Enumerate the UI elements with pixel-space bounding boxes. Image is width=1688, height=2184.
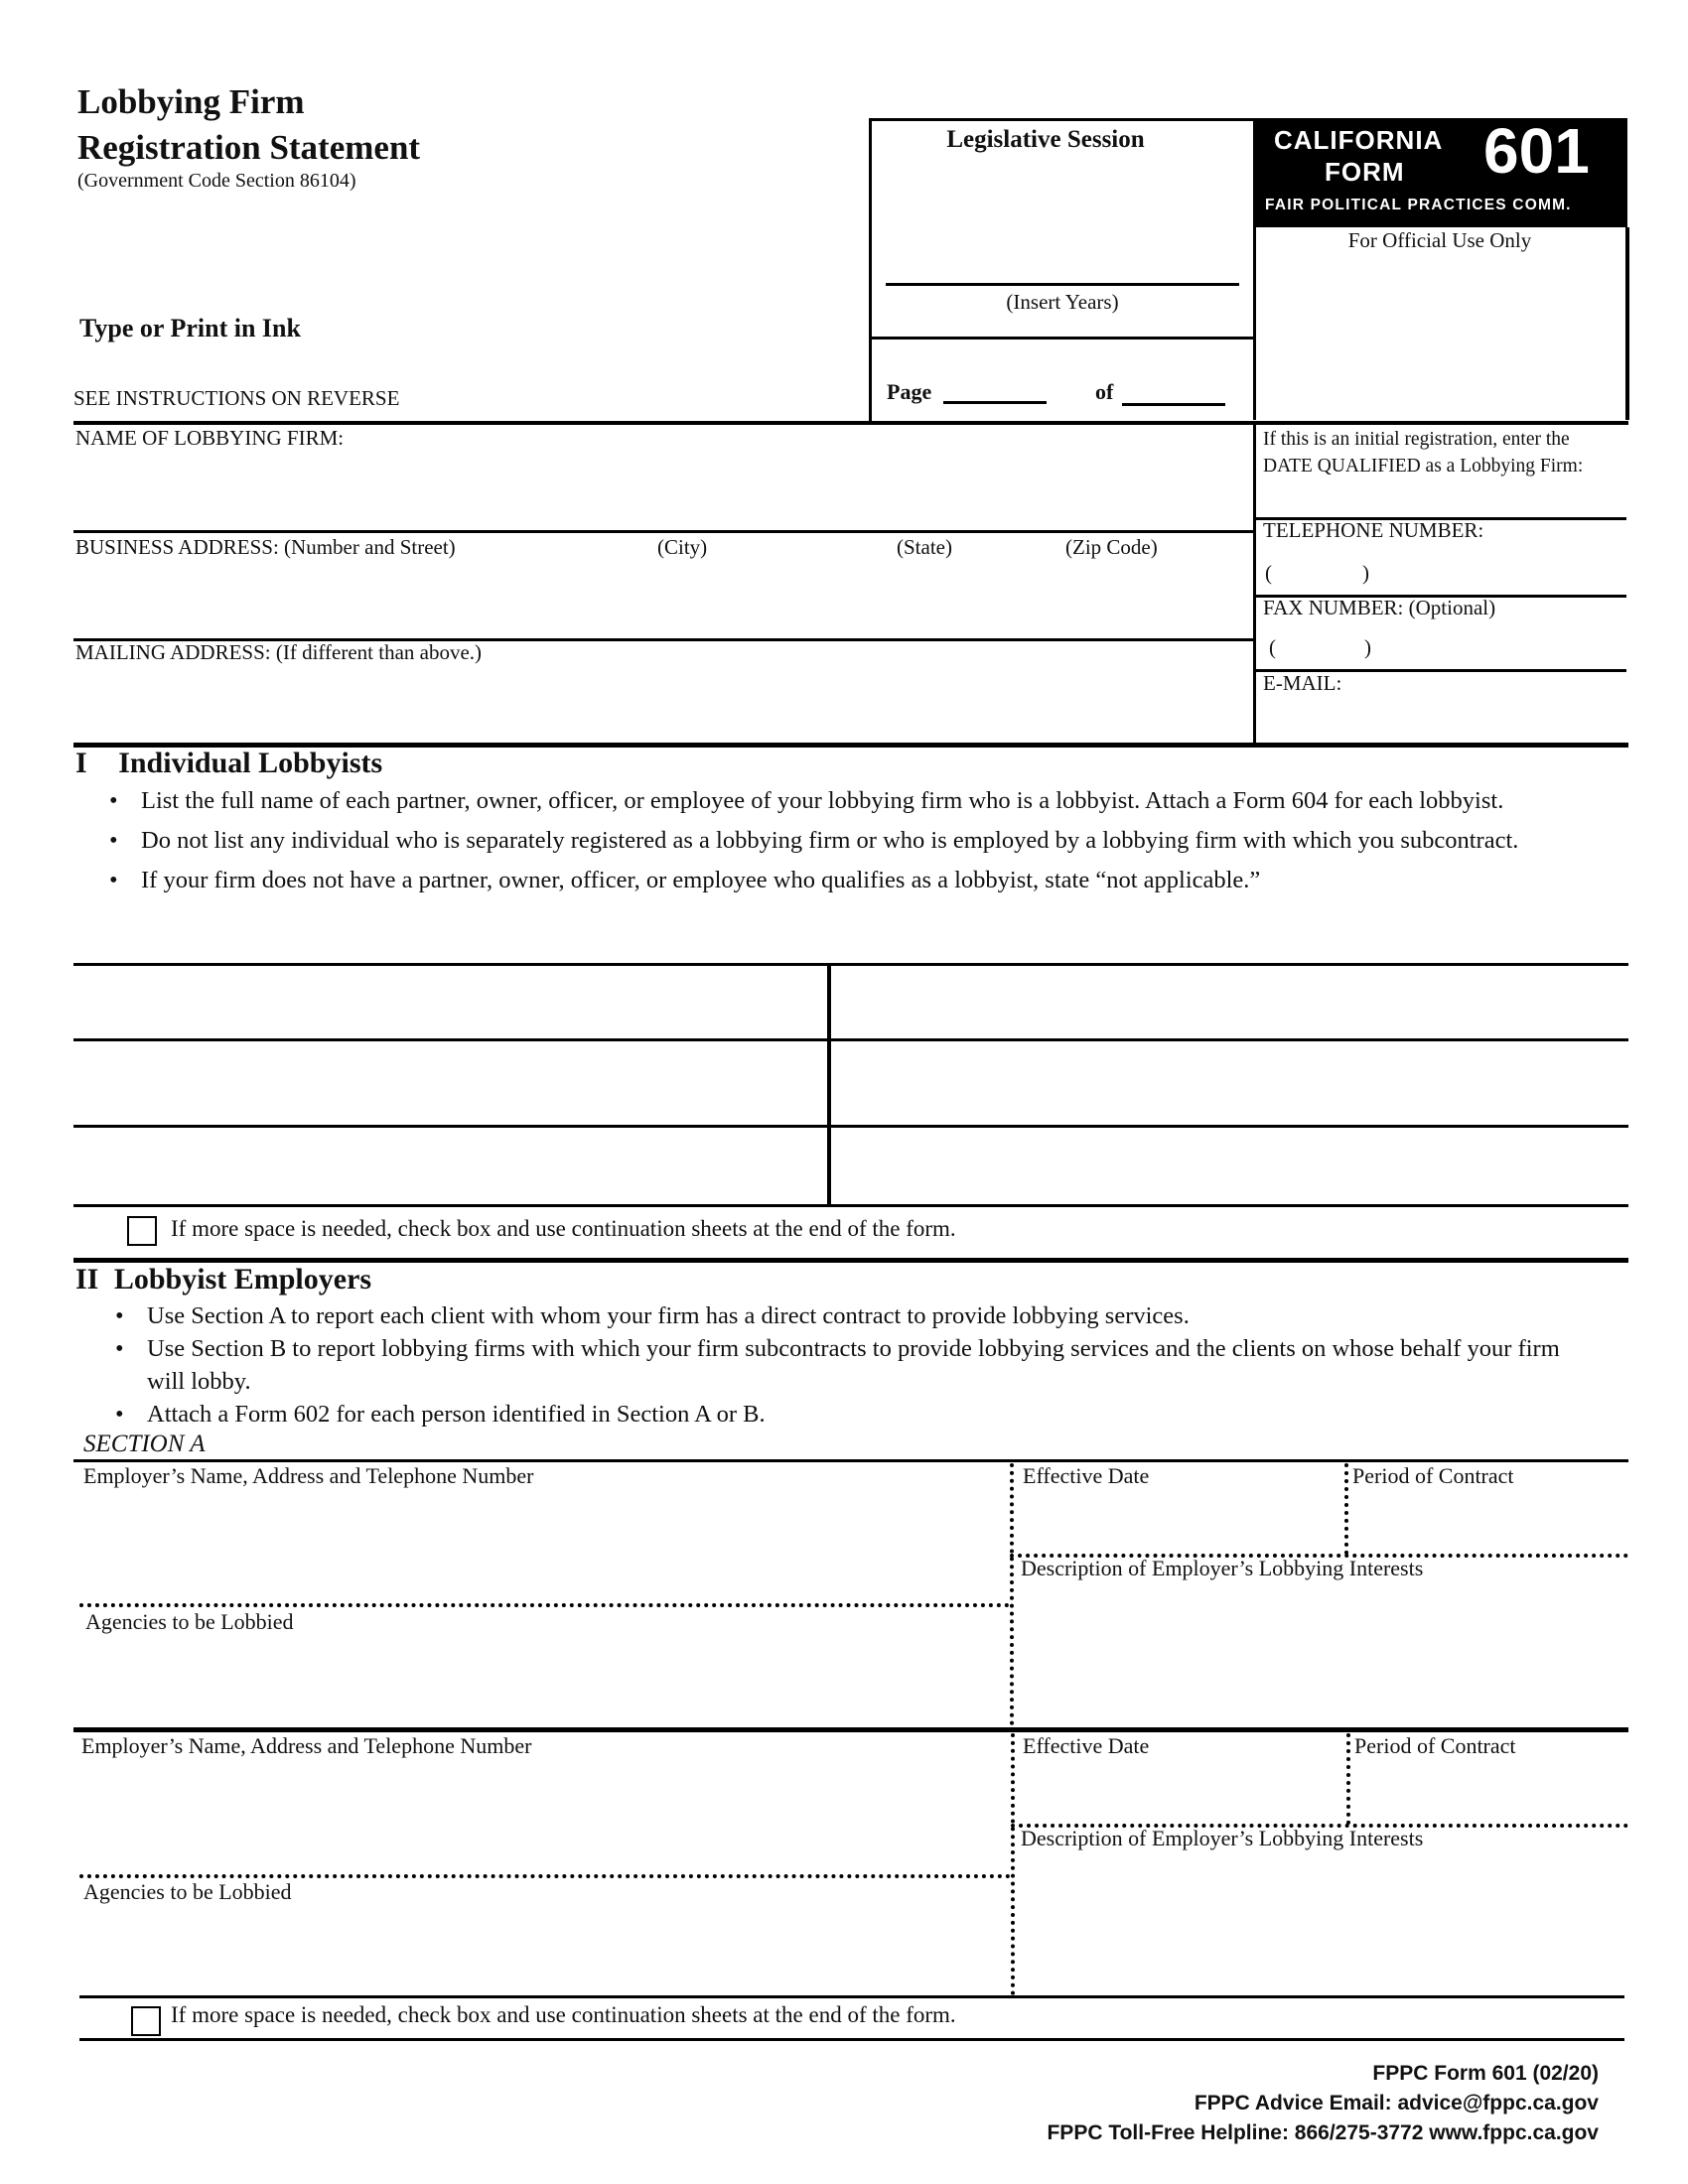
- employer-name-field[interactable]: [79, 1761, 1003, 1870]
- city-label: (City): [657, 535, 708, 559]
- zip-label: (Zip Code): [1065, 535, 1158, 559]
- page-total-field[interactable]: [1122, 377, 1225, 406]
- official-use-box: [1253, 227, 1629, 420]
- form-title-line1: Lobbying Firm: [77, 82, 305, 121]
- section1-bullet-1: • List the full name of each partner, owner, officer, or employee of your lobbying firm who is a lobbyist. Attach a Form 604 for each lobbyist.: [101, 784, 1561, 817]
- section1-bullet-2: • Do not list any individual who is separately registered as a lobbying firm or who is employed by a lobbying firm with which you subcontract.: [101, 824, 1561, 857]
- agencies-top-rule: [79, 1603, 1010, 1607]
- email-label: E-MAIL:: [1263, 671, 1342, 695]
- form-badge-form: FORM: [1325, 157, 1405, 187]
- page-label: Page: [887, 379, 932, 404]
- footer-block: [1047, 2059, 1599, 2148]
- session-box-divider: [871, 337, 1254, 340]
- footer-form-version: FPPC Form 601 (02/20): [1372, 2062, 1599, 2085]
- effective-date-field[interactable]: [1019, 1491, 1338, 1551]
- effective-date-field[interactable]: [1019, 1761, 1338, 1821]
- section1-roman: I: [75, 747, 87, 779]
- lobbyist-grid-rule-bottom: [73, 1204, 1628, 1207]
- lobbyist-name-cell[interactable]: [834, 968, 1626, 1037]
- fax-label: FAX NUMBER: (Optional): [1263, 596, 1496, 619]
- lobbyist-grid-rule-top: [73, 963, 1628, 966]
- employer-block-column-divider: [1010, 1463, 1014, 1725]
- description-label: Description of Employer’s Lobbying Interests: [1021, 1826, 1424, 1850]
- firm-info-right-column-divider: [1253, 421, 1256, 744]
- section2-bullet-3: • Attach a Form 602 for each person identified in Section A or B.: [107, 1398, 1567, 1431]
- form-badge-california: CALIFORNIA: [1274, 125, 1444, 155]
- description-label: Description of Employer’s Lobbying Interests: [1021, 1556, 1424, 1580]
- description-field[interactable]: [1019, 1583, 1624, 1722]
- effective-date-label: Effective Date: [1023, 1463, 1150, 1488]
- period-of-contract-label: Period of Contract: [1352, 1463, 1514, 1488]
- employer-name-label: Employer’s Name, Address and Telephone Number: [81, 1733, 532, 1758]
- insert-years-label: (Insert Years): [1006, 290, 1119, 314]
- section1-continuation-checkbox[interactable]: [127, 1216, 157, 1246]
- section1-heading: [75, 747, 382, 780]
- session-years-line: [886, 283, 1239, 286]
- business-address-field[interactable]: [75, 561, 1247, 637]
- lobbyist-grid-rule-2: [73, 1038, 1628, 1041]
- mailing-address-label: MAILING ADDRESS: (If different than above.): [75, 640, 483, 664]
- employer-name-field[interactable]: [79, 1491, 1003, 1600]
- period-of-contract-field[interactable]: [1354, 1761, 1624, 1821]
- legislative-session-title: Legislative Session: [946, 126, 1145, 153]
- type-or-print-note: Type or Print in Ink: [79, 314, 301, 342]
- section2-title: Lobbyist Employers: [113, 1263, 372, 1296]
- date-qualified-line2: DATE QUALIFIED as a Lobbying Firm:: [1263, 456, 1584, 477]
- employer-block-top-rule: [73, 1727, 1628, 1732]
- firm-name-label: NAME OF LOBBYING FIRM:: [75, 426, 345, 450]
- period-divider: [1344, 1463, 1348, 1555]
- see-instructions-note: SEE INSTRUCTIONS ON REVERSE: [73, 386, 400, 410]
- form-title: [77, 79, 420, 171]
- section2-bullets: [107, 1299, 1567, 1431]
- section-a-label: SECTION A: [83, 1431, 206, 1457]
- lobbyist-name-cell[interactable]: [75, 1043, 824, 1123]
- fax-field[interactable]: [1259, 631, 1622, 669]
- firm-info-top-rule: [73, 421, 1628, 425]
- form-bottom-rule: [79, 2038, 1624, 2041]
- date-qualified-label: [1263, 426, 1583, 479]
- employer-block-column-divider: [1011, 1733, 1015, 1995]
- agencies-field[interactable]: [79, 1908, 1003, 1993]
- section1-bullets: [101, 784, 1561, 896]
- period-of-contract-field[interactable]: [1352, 1491, 1624, 1551]
- official-use-label: For Official Use Only: [1347, 228, 1532, 252]
- section2-continuation-text: If more space is needed, check box and use continuation sheets at the end of the form.: [171, 2002, 956, 2027]
- lobbyist-name-cell[interactable]: [75, 1130, 824, 1203]
- state-label: (State): [897, 535, 952, 559]
- section1-bullet-3: • If your firm does not have a partner, owner, officer, or employee who qualifies as a lobbyist, state “not applicable.”: [101, 864, 1561, 896]
- lobbyist-grid-rule-3: [73, 1125, 1628, 1128]
- telephone-field[interactable]: [1259, 556, 1622, 594]
- section2-bullet-1: • Use Section A to report each client with whom your firm has a direct contract to provide lobbying services.: [107, 1299, 1567, 1332]
- lobbyist-name-cell[interactable]: [75, 968, 824, 1037]
- footer-advice-email: FPPC Advice Email: advice@fppc.ca.gov: [1194, 2092, 1599, 2115]
- session-years-field[interactable]: [886, 230, 1239, 282]
- business-address-label: BUSINESS ADDRESS: (Number and Street): [75, 535, 456, 559]
- code-reference: (Government Code Section 86104): [77, 170, 356, 192]
- page-number-field[interactable]: [943, 375, 1047, 404]
- fax-area-close: ): [1364, 635, 1371, 659]
- date-qualified-field[interactable]: [1259, 481, 1622, 516]
- agencies-field[interactable]: [79, 1638, 1003, 1723]
- mailing-address-field[interactable]: [75, 667, 1247, 741]
- telephone-area-close: ): [1362, 561, 1369, 585]
- agencies-label: Agencies to be Lobbied: [83, 1879, 292, 1904]
- agencies-top-rule: [79, 1874, 1011, 1878]
- section1-title: Individual Lobbyists: [118, 747, 383, 779]
- fax-area-open: (: [1269, 635, 1276, 659]
- period-of-contract-label: Period of Contract: [1354, 1733, 1516, 1758]
- telephone-area-open: (: [1265, 561, 1272, 585]
- section2-continuation-checkbox[interactable]: [131, 2006, 161, 2036]
- of-label: of: [1095, 379, 1114, 404]
- section2-roman: II: [75, 1263, 99, 1296]
- firm-name-rule: [73, 530, 1253, 533]
- agencies-label: Agencies to be Lobbied: [85, 1609, 294, 1634]
- form-number: 601: [1483, 115, 1590, 187]
- firm-name-field[interactable]: [75, 452, 1247, 529]
- form-title-line2: Registration Statement: [77, 128, 421, 167]
- section2-bottom-rule: [79, 1995, 1624, 1998]
- section2-heading: [75, 1263, 371, 1297]
- section1-continuation-text: If more space is needed, check box and use continuation sheets at the end of the form.: [171, 1216, 956, 1241]
- footer-helpline: FPPC Toll-Free Helpline: 866/275-3772 www.fppc.ca.gov: [1047, 2121, 1599, 2144]
- period-divider: [1346, 1733, 1350, 1825]
- date-qualified-line1: If this is an initial registration, enter the: [1263, 429, 1570, 450]
- lobbyist-name-cell[interactable]: [834, 1130, 1626, 1203]
- telephone-label: TELEPHONE NUMBER:: [1263, 518, 1484, 542]
- section2-bullet-2: • Use Section B to report lobbying firms with which your firm subcontracts to provide lobbying services and the clients on whose behalf your firm will lobby.: [107, 1332, 1567, 1398]
- lobbyist-grid-divider: [827, 963, 831, 1206]
- lobbyist-name-cell[interactable]: [834, 1043, 1626, 1123]
- effective-date-label: Effective Date: [1023, 1733, 1150, 1758]
- employer-block-top-rule: [73, 1459, 1628, 1462]
- email-field[interactable]: [1259, 697, 1622, 741]
- form-badge-commission: FAIR POLITICAL PRACTICES COMM.: [1265, 197, 1572, 213]
- employer-name-label: Employer’s Name, Address and Telephone Number: [83, 1463, 534, 1488]
- description-field[interactable]: [1019, 1853, 1624, 1994]
